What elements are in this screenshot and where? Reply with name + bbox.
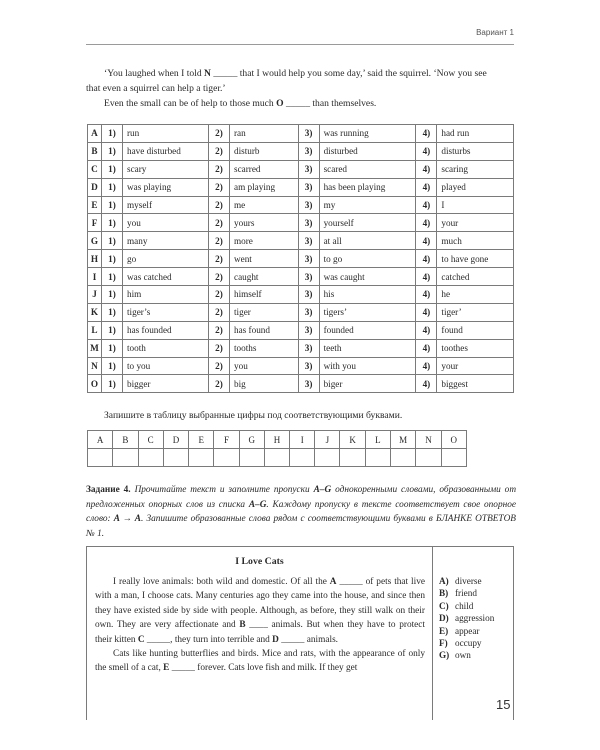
option-number: 3) — [298, 268, 319, 286]
option-text: disturbed — [319, 142, 416, 160]
word-list — [439, 575, 494, 662]
option-number: 4) — [416, 196, 437, 214]
option-number: 4) — [416, 232, 437, 250]
options-table — [87, 124, 514, 393]
option-text: tiger’s — [123, 303, 209, 321]
option-number: 1) — [102, 178, 123, 196]
option-number: 4) — [416, 160, 437, 178]
options-row — [88, 196, 514, 214]
option-number: 3) — [298, 357, 319, 375]
answer-letter: G — [239, 431, 264, 449]
option-number: 1) — [102, 268, 123, 286]
option-number: 1) — [102, 375, 123, 393]
option-number: 1) — [102, 286, 123, 304]
option-text: me — [230, 196, 299, 214]
option-number: 4) — [416, 142, 437, 160]
option-text: ran — [230, 125, 299, 143]
option-number: 3) — [298, 214, 319, 232]
option-number: 1) — [102, 250, 123, 268]
option-number: 1) — [102, 125, 123, 143]
option-number: 1) — [102, 357, 123, 375]
option-text: caught — [230, 268, 299, 286]
row-letter: D — [88, 178, 102, 196]
intro-line-1: ‘You laughed when I told N _____ that I would help you some day,’ said the squirrel. ‘Now you see — [104, 68, 487, 79]
option-text: was running — [319, 125, 416, 143]
option-number: 2) — [209, 125, 230, 143]
answer-cell[interactable] — [88, 449, 113, 467]
row-letter: H — [88, 250, 102, 268]
option-text: much — [437, 232, 514, 250]
option-number: 3) — [298, 375, 319, 393]
option-number: 3) — [298, 160, 319, 178]
option-number: 3) — [298, 142, 319, 160]
story-paragraph-1: I really love animals: both wild and domestic. Of all the A _____ of pets that live with a man, I choose cats. Many centuries ago they came into the house, and since then they have existed side by side with people. Although, as before, they still walk on their own. They are very affectionate and B ____ animals. But when they have to protect their kitten C _____, they turn into terrible and D _____ animals. — [95, 577, 426, 645]
option-text: was catched — [123, 268, 209, 286]
option-text: you — [123, 214, 209, 232]
row-letter: L — [88, 321, 102, 339]
option-text: to have gone — [437, 250, 514, 268]
option-number: 2) — [209, 339, 230, 357]
word-item — [439, 600, 494, 612]
option-text: your — [437, 214, 514, 232]
option-text: tooths — [230, 339, 299, 357]
option-text: disturb — [230, 142, 299, 160]
option-number: 3) — [298, 339, 319, 357]
options-row — [88, 232, 514, 250]
option-text: has been playing — [319, 178, 416, 196]
answer-grid — [87, 430, 467, 467]
option-text: biger — [319, 375, 416, 393]
intro-text — [86, 66, 516, 111]
option-number: 1) — [102, 232, 123, 250]
row-letter: G — [88, 232, 102, 250]
option-text: with you — [319, 357, 416, 375]
answer-grid-letters — [88, 431, 467, 449]
answer-cell[interactable] — [189, 449, 214, 467]
option-number: 1) — [102, 303, 123, 321]
option-text: himself — [230, 286, 299, 304]
word-item — [439, 637, 494, 649]
options-row — [88, 303, 514, 321]
option-number: 1) — [102, 196, 123, 214]
option-number: 2) — [209, 286, 230, 304]
option-text: disturbs — [437, 142, 514, 160]
answer-letter: B — [113, 431, 138, 449]
word-text: occupy — [455, 638, 482, 649]
options-row — [88, 160, 514, 178]
option-text: bigger — [123, 375, 209, 393]
word-text: own — [455, 650, 471, 661]
answer-cell[interactable] — [365, 449, 390, 467]
option-number: 3) — [298, 250, 319, 268]
option-number: 4) — [416, 303, 437, 321]
options-row — [88, 321, 514, 339]
option-text: scarred — [230, 160, 299, 178]
option-text: founded — [319, 321, 416, 339]
option-number: 2) — [209, 268, 230, 286]
option-text: catched — [437, 268, 514, 286]
answer-letter: D — [163, 431, 188, 449]
option-text: many — [123, 232, 209, 250]
answer-cell[interactable] — [315, 449, 340, 467]
option-text: to go — [319, 250, 416, 268]
options-row — [88, 286, 514, 304]
page-header — [86, 28, 514, 45]
option-text: toothes — [437, 339, 514, 357]
option-number: 4) — [416, 178, 437, 196]
word-text: diverse — [455, 576, 482, 586]
option-text: teeth — [319, 339, 416, 357]
answer-cell[interactable] — [163, 449, 188, 467]
option-number: 4) — [416, 286, 437, 304]
option-text: your — [437, 357, 514, 375]
option-number: 2) — [209, 303, 230, 321]
option-number: 2) — [209, 160, 230, 178]
variant-label: Вариант 1 — [476, 28, 514, 37]
word-item — [439, 649, 494, 661]
option-number: 2) — [209, 142, 230, 160]
answer-letter: H — [264, 431, 289, 449]
option-number: 2) — [209, 321, 230, 339]
answer-cell[interactable] — [239, 449, 264, 467]
row-letter: I — [88, 268, 102, 286]
word-key: A) — [439, 576, 449, 586]
option-number: 1) — [102, 214, 123, 232]
option-number: 4) — [416, 339, 437, 357]
word-key: C) — [439, 600, 449, 611]
box-divider — [432, 547, 433, 720]
option-text: tooth — [123, 339, 209, 357]
answer-cell[interactable] — [441, 449, 466, 467]
answer-cell[interactable] — [113, 449, 138, 467]
word-key: E) — [439, 625, 449, 636]
intro-line-2: that even a squirrel can help a tiger.’ — [86, 83, 226, 94]
option-number: 3) — [298, 125, 319, 143]
option-number: 3) — [298, 303, 319, 321]
option-number: 2) — [209, 214, 230, 232]
option-number: 1) — [102, 142, 123, 160]
row-letter: K — [88, 303, 102, 321]
options-row — [88, 178, 514, 196]
option-number: 3) — [298, 178, 319, 196]
answer-letter: N — [416, 431, 441, 449]
row-letter: A — [88, 125, 102, 143]
option-number: 2) — [209, 375, 230, 393]
option-text: scaring — [437, 160, 514, 178]
row-letter: J — [88, 286, 102, 304]
word-text: friend — [455, 588, 477, 599]
option-text: he — [437, 286, 514, 304]
option-number: 1) — [102, 339, 123, 357]
answer-cell[interactable] — [264, 449, 289, 467]
option-text: go — [123, 250, 209, 268]
option-text: my — [319, 196, 416, 214]
row-letter: M — [88, 339, 102, 357]
option-text: tiger — [230, 303, 299, 321]
option-text: I — [437, 196, 514, 214]
answer-letter: C — [138, 431, 163, 449]
word-item — [439, 625, 494, 637]
option-number: 3) — [298, 321, 319, 339]
options-row — [88, 339, 514, 357]
options-row — [88, 214, 514, 232]
option-text: his — [319, 286, 416, 304]
option-text: tigers’ — [319, 303, 416, 321]
answer-cell[interactable] — [138, 449, 163, 467]
option-number: 2) — [209, 357, 230, 375]
option-text: big — [230, 375, 299, 393]
row-letter: C — [88, 160, 102, 178]
word-item — [439, 587, 494, 599]
instruction-note: Запишите в таблицу выбранные цифры под соответствующими буквами. — [104, 410, 403, 421]
row-letter: F — [88, 214, 102, 232]
option-text: played — [437, 178, 514, 196]
option-text: myself — [123, 196, 209, 214]
answer-letter: M — [390, 431, 415, 449]
row-letter: E — [88, 196, 102, 214]
option-text: was caught — [319, 268, 416, 286]
options-row — [88, 125, 514, 143]
option-text: run — [123, 125, 209, 143]
answer-letter: A — [88, 431, 113, 449]
options-row — [88, 142, 514, 160]
option-number: 1) — [102, 160, 123, 178]
answer-letter: K — [340, 431, 365, 449]
option-number: 2) — [209, 250, 230, 268]
option-text: scared — [319, 160, 416, 178]
option-number: 4) — [416, 375, 437, 393]
task-4-instructions: Задание 4. Прочитайте текст и заполните пропуски A–G однокоренными словами, образованными от предложенных опорных слов из списка A–G. Каждому пропуску в тексте соответствует свое опорное слово: A → A. Запишите образованные слова рядом с соответствующими буквами в БЛАНКЕ ОТВЕТОВ № 1. — [86, 485, 517, 539]
option-text: him — [123, 286, 209, 304]
option-text: to you — [123, 357, 209, 375]
row-letter: N — [88, 357, 102, 375]
answer-letter: O — [441, 431, 466, 449]
option-text: was playing — [123, 178, 209, 196]
word-text: aggression — [455, 613, 495, 624]
answer-letter: F — [214, 431, 239, 449]
word-key: D) — [439, 613, 449, 624]
story-box — [86, 546, 514, 720]
option-text: am playing — [230, 178, 299, 196]
option-text: yours — [230, 214, 299, 232]
word-item — [439, 612, 494, 624]
word-text: appear — [455, 625, 480, 636]
options-row — [88, 268, 514, 286]
option-number: 2) — [209, 196, 230, 214]
options-row — [88, 357, 514, 375]
word-key: F) — [439, 638, 448, 649]
option-text: has found — [230, 321, 299, 339]
option-number: 1) — [102, 321, 123, 339]
word-key: G) — [439, 650, 450, 661]
answer-letter: I — [290, 431, 315, 449]
story-text — [95, 575, 425, 676]
option-number: 4) — [416, 321, 437, 339]
word-key: B) — [439, 588, 449, 599]
answer-cell[interactable] — [390, 449, 415, 467]
option-number: 3) — [298, 286, 319, 304]
option-number: 4) — [416, 214, 437, 232]
option-text: had run — [437, 125, 514, 143]
option-number: 3) — [298, 196, 319, 214]
option-text: scary — [123, 160, 209, 178]
word-item — [439, 575, 494, 587]
story-title: I Love Cats — [235, 556, 284, 567]
option-text: at all — [319, 232, 416, 250]
answer-grid-cells — [88, 449, 467, 467]
option-text: tiger’ — [437, 303, 514, 321]
story-paragraph-2: Cats like hunting butterflies and birds. Mice and rats, with the appearance of only the smell of a cat, E _____ forever. Cats love fish and milk. If they get — [95, 649, 425, 674]
option-number: 2) — [209, 178, 230, 196]
options-row — [88, 250, 514, 268]
option-text: have disturbed — [123, 142, 209, 160]
answer-cell[interactable] — [214, 449, 239, 467]
option-text: yourself — [319, 214, 416, 232]
page-number: 15 — [496, 697, 511, 712]
intro-line-3: Even the small can be of help to those much O _____ than themselves. — [104, 98, 377, 109]
answer-cell[interactable] — [340, 449, 365, 467]
answer-letter: E — [189, 431, 214, 449]
word-text: child — [455, 600, 474, 611]
option-text: you — [230, 357, 299, 375]
option-text: more — [230, 232, 299, 250]
row-letter: O — [88, 375, 102, 393]
answer-letter: J — [315, 431, 340, 449]
option-text: biggest — [437, 375, 514, 393]
option-number: 3) — [298, 232, 319, 250]
option-number: 4) — [416, 357, 437, 375]
option-number: 4) — [416, 250, 437, 268]
option-number: 4) — [416, 268, 437, 286]
answer-cell[interactable] — [290, 449, 315, 467]
option-number: 2) — [209, 232, 230, 250]
option-text: has founded — [123, 321, 209, 339]
row-letter: B — [88, 142, 102, 160]
option-number: 4) — [416, 125, 437, 143]
options-row — [88, 375, 514, 393]
option-text: went — [230, 250, 299, 268]
answer-cell[interactable] — [416, 449, 441, 467]
answer-letter: L — [365, 431, 390, 449]
option-text: found — [437, 321, 514, 339]
